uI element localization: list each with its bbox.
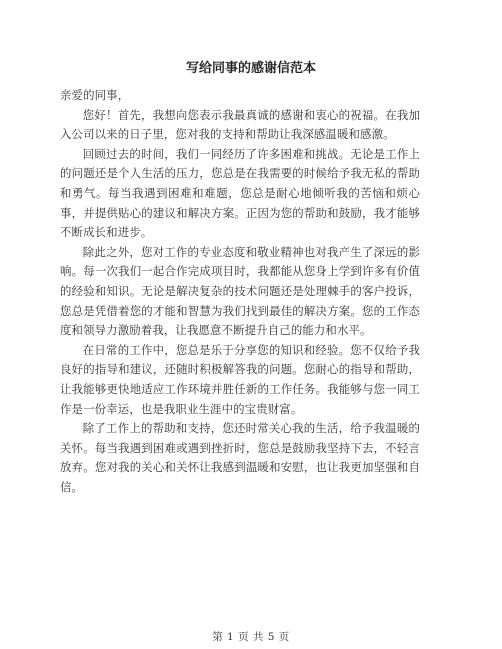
page-footer: 第 1 页 共 5 页 [212, 631, 290, 643]
document-body [60, 86, 420, 497]
paragraph-3: 除此之外，您对工作的专业态度和敬业精神也对我产生了深远的影响。每一次我们一起合作完成项目时，我都能从您身上学到许多有价值的经验和知识。无论是解决复杂的技术问题还是处理棘手的客户投诉，您总是凭借着您的才能和智慧为我们找到最佳的解决方案。您的工作态度和领导力激励着我，让我愿意不断提升自己的能力和水平。 [60, 244, 420, 338]
paragraph-5: 除了工作上的帮助和支持，您还时常关心我的生活，给予我温暖的关怀。每当我遇到困难或遇到挫折时，您总是鼓励我坚持下去，不轻言放弃。您对我的关心和关怀让我感到温暖和安慰，也让我更加坚强和自信。 [60, 421, 420, 494]
greeting-line: 亲爱的同事， [60, 88, 130, 102]
paragraph-1: 您好！首先，我想向您表示我最真诚的感谢和衷心的祝福。在我加入公司以来的日子里，您对我的支持和帮助让我深感温暖和感激。 [60, 107, 420, 142]
paragraph-4: 在日常的工作中，您总是乐于分享您的知识和经验。您不仅给予我良好的指导和建议，还随时积极解答我的问题。您耐心的指导和帮助，让我能够更快地适应工作环境并胜任新的工作任务。我能够与您一同工作是一份幸运，也是我职业生涯中的宝贵财富。 [60, 342, 420, 416]
document-title: 写给同事的感谢信范本 [185, 61, 316, 76]
paragraph-2: 回顾过去的时间，我们一同经历了许多困难和挑战。无论是工作上的问题还是个人生活的压力，您总是在我需要的时候给予我无私的帮助和勇气。每当我遇到困难和难题，您总是耐心地倾听我的苦恼和烦心事，并提供贴心的建议和解决方案。正因为您的帮助和鼓励，我才能够不断成长和进步。 [60, 146, 420, 240]
